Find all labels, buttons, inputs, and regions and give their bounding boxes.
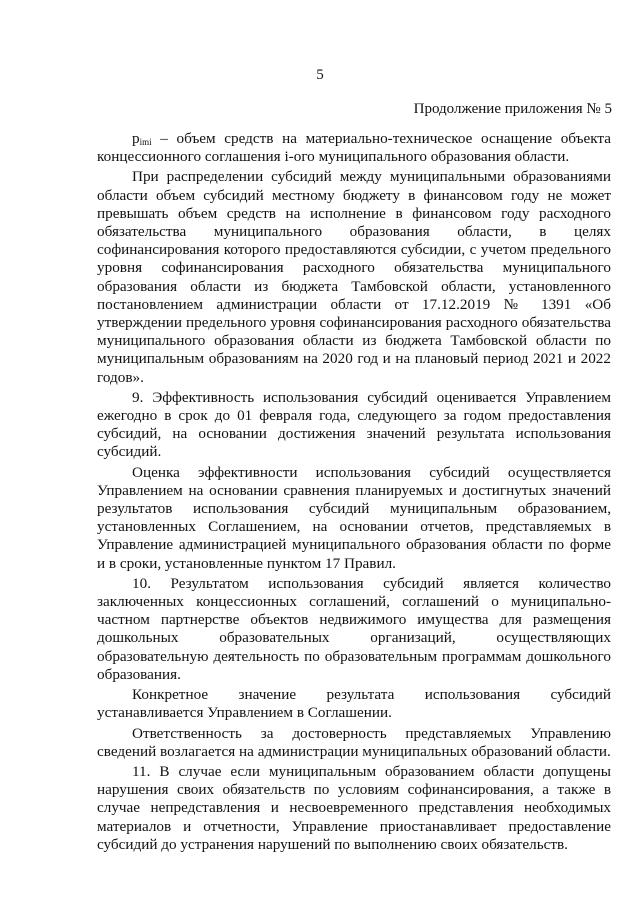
appendix-continuation-label: Продолжение приложения № 5	[413, 101, 612, 117]
paragraph-responsibility: Ответственность за достоверность представляемых Управлению сведений возлагается на администрации муниципальных образований области.	[97, 724, 611, 760]
paragraph-p-imi-definition	[97, 130, 611, 166]
paragraph-assessment: Оценка эффективности использования субсидий осуществляется Управлением на основании сравнения планируемых и достигнутых значений результатов использования субсидий муниципальным образованием, установленных Соглашением, на основании отчетов, представляемых в Управление администрацией муниципального образования области по форме и в сроки, установленные пунктом 17 Правил.	[97, 463, 611, 572]
paragraph-9-efficiency: 9. Эффективность использования субсидий оценивается Управлением ежегодно в срок до 01 февраля года, следующего за годом предоставления субсидий, на основании достижения значений результата использования субсидий.	[97, 388, 611, 461]
symbol-base: p	[132, 130, 140, 147]
paragraph-specific-value: Конкретное значение результата использования субсидий устанавливается Управлением в Соглашении.	[97, 686, 611, 722]
symbol-subscript: imi	[139, 137, 152, 147]
paragraph-11-violations: 11. В случае если муниципальным образованием области допущены нарушения своих обязательств по условиям софинансирования, а также в случае непредставления и несвоевременного представления необходимых материалов и отчетности, Управление приостанавливает предоставление субсидий до устранения нарушений по выполнению своих обязательств.	[97, 762, 611, 853]
paragraph-text: – объем средств на материально-техническое оснащение объекта концессионного соглашения i-ого муниципального образования области.	[97, 130, 611, 166]
page-number: 5	[316, 67, 324, 83]
formula-symbol	[132, 130, 152, 147]
document-body	[97, 130, 611, 854]
paragraph-distribution: При распределении субсидий между муниципальными образованиями области объем субсидий местному бюджету в финансовом году не может превышать объем средств на исполнение в финансовом году расходного обязательства муниципального образования области, в целях софинансирования которого предоставляются субсидии, с учетом предельного уровня софинансирования расходного обязательства муниципального образования области из бюджета Тамбовской области, установленного постановлением администрации области от 17.12.2019 № 1391 «Об утверждении предельного уровня софинансирования расходного обязательства муниципального образования области из бюджета Тамбовской области по муниципальным образованиям на 2020 год и на плановый период 2021 и 2022 годов».	[97, 168, 611, 386]
paragraph-10-result: 10. Результатом использования субсидий является количество заключенных концессионных соглашений, соглашений о муниципально-частном партнерстве объектов недвижимого имущества для размещения дошкольных образовательных организаций, осуществляющих образовательную деятельность по образовательным программам дошкольного образования.	[97, 574, 611, 683]
